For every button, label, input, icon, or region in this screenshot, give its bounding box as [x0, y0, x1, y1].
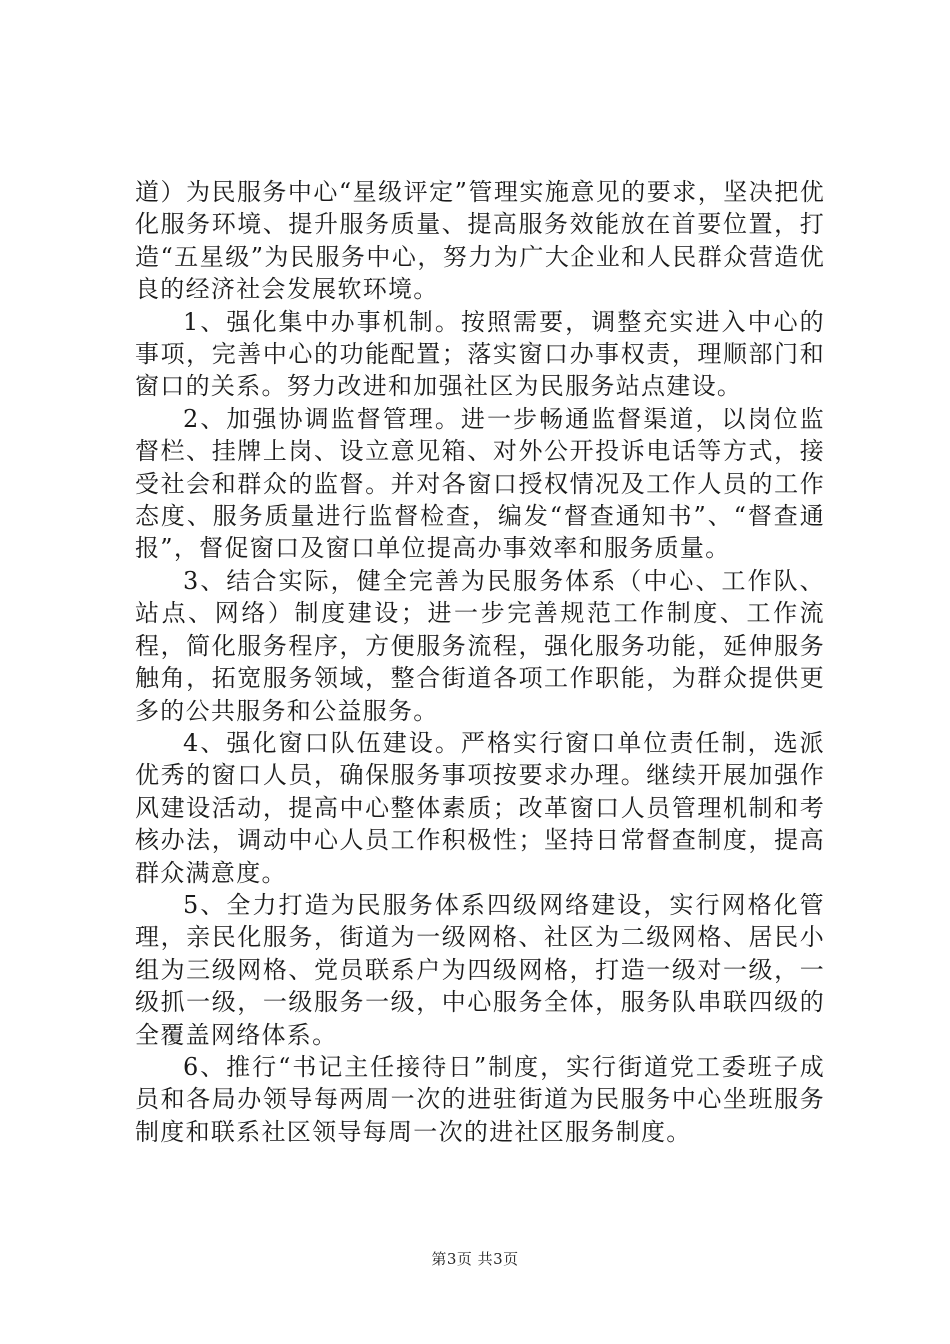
- page-number-footer: 第3页 共3页: [431, 1250, 519, 1268]
- paragraph-item-1: 1、强化集中办事机制。按照需要，调整充实进入中心的事项，完善中心的功能配置；落实窗口办事权责，理顺部门和窗口的关系。努力改进和加强社区为民服务站点建设。: [135, 307, 825, 401]
- paragraph-item-4: 4、强化窗口队伍建设。严格实行窗口单位责任制，选派优秀的窗口人员，确保服务事项按要求办理。继续开展加强作风建设活动，提高中心整体素质；改革窗口人员管理机制和考核办法，调动中心人员工作积极性；坚持日常督查制度，提高群众满意度。: [135, 728, 825, 887]
- paragraph-intro-continuation: 道）为民服务中心“星级评定”管理实施意见的要求，坚决把优化服务环境、提升服务质量、提高服务效能放在首要位置，打造“五星级”为民服务中心，努力为广大企业和人民群众营造优良的经济社会发展软环境。: [135, 178, 825, 304]
- paragraph-item-5: 5、全力打造为民服务体系四级网络建设，实行网格化管理，亲民化服务，街道为一级网格、社区为二级网格、居民小组为三级网格、党员联系户为四级网格，打造一级对一级，一级抓一级，一级服务一级，中心服务全体，服务队串联四级的全覆盖网络体系。: [135, 890, 825, 1049]
- document-body: [135, 176, 825, 1148]
- paragraph-item-6: 6、推行“书记主任接待日”制度，实行街道党工委班子成员和各局办领导每两周一次的进驻街道为民服务中心坐班服务制度和联系社区领导每周一次的进社区服务制度。: [135, 1052, 825, 1146]
- paragraph-item-2: 2、加强协调监督管理。进一步畅通监督渠道，以岗位监督栏、挂牌上岗、设立意见箱、对外公开投诉电话等方式，接受社会和群众的监督。并对各窗口授权情况及工作人员的工作态度、服务质量进行监督检查，编发“督查通知书”、“督查通报”，督促窗口及窗口单位提高办事效率和服务质量。: [135, 404, 825, 563]
- paragraph-item-3: 3、结合实际，健全完善为民服务体系（中心、工作队、站点、网络）制度建设；进一步完善规范工作制度、工作流程，简化服务程序，方便服务流程，强化服务功能，延伸服务触角，拓宽服务领域，整合街道各项工作职能，为群众提供更多的公共服务和公益服务。: [135, 566, 825, 725]
